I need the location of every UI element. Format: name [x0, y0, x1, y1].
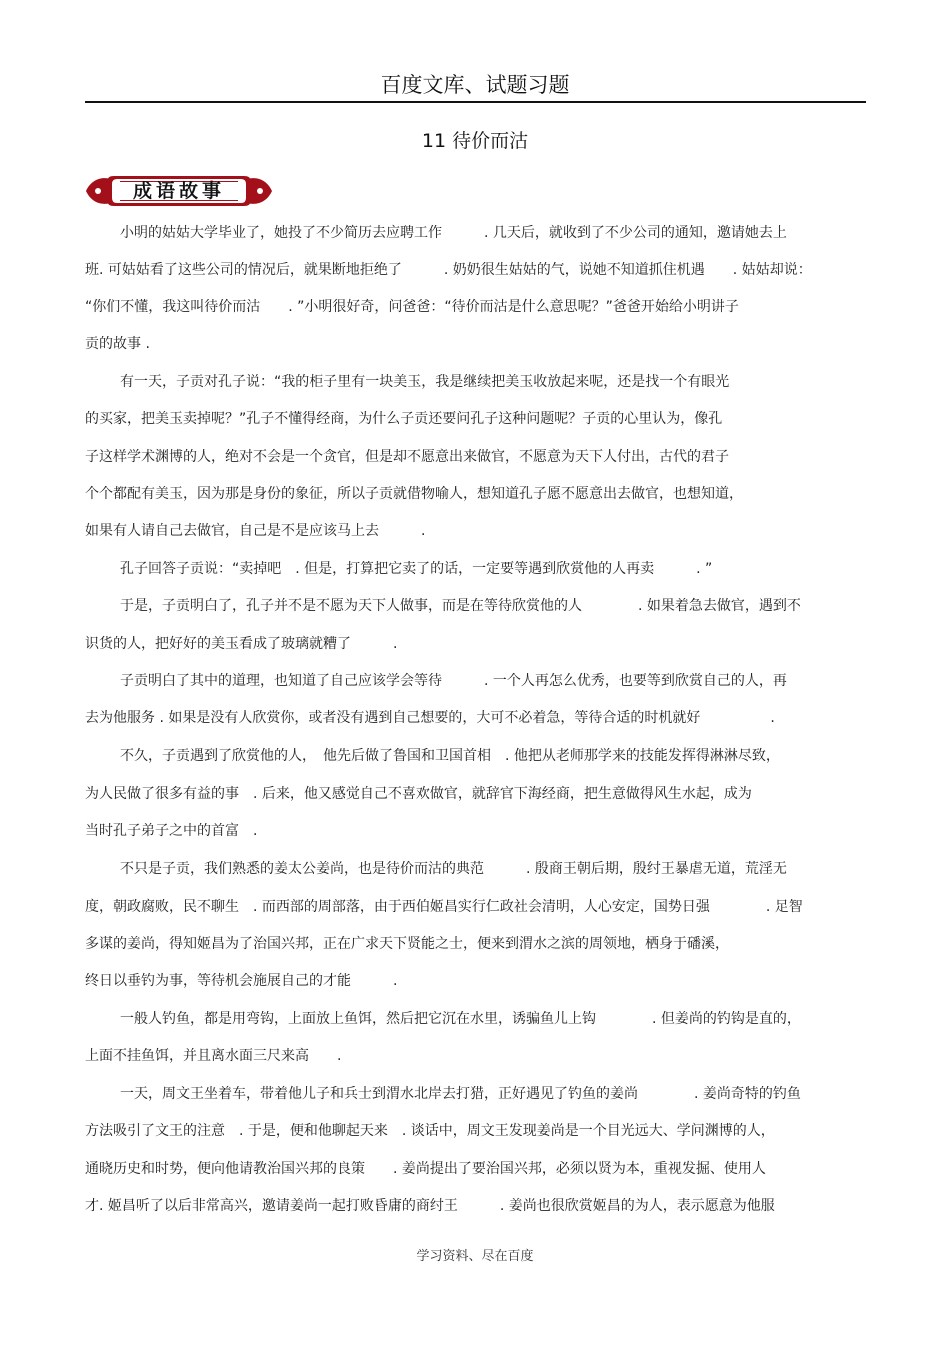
text-line: “你们不懂，我这叫待价而沽 . ”小明很好奇，问爸爸：“待价而沽是什么意思呢？”爸爸开始给小明讲子 [85, 299, 739, 315]
text-line: 识货的人，把好好的美玉看成了玻璃就糟了 . [85, 636, 398, 652]
text-line: 贡的故事 . [85, 336, 150, 352]
text-line: 班. 可姑姑看了这些公司的情况后，就果断地拒绝了 . 奶奶很生姑姑的气，说她不知道抓住机遇 . 姑姑却说： [85, 262, 812, 278]
text-line: 上面不挂鱼饵，并且离水面三尺来高 . [85, 1048, 342, 1064]
text-line: 一般人钓鱼，都是用弯钩，上面放上鱼饵，然后把它沉在水里，诱骗鱼儿上钩 . 但姜尚的钓钩是直的， [120, 1011, 801, 1027]
text-line: 不久，子贡遇到了欣赏他的人， 他先后做了鲁国和卫国首相 . 他把从老师那学来的技能发挥得淋淋尽致， [120, 748, 780, 764]
text-line: 个个都配有美玉，因为那是身份的象征，所以子贡就借物喻人，想知道孔子愿不愿意出去做官，也想知道， [85, 486, 743, 502]
text-line: 有一天，子贡对孔子说：“我的柜子里有一块美玉，我是继续把美玉收放起来呢，还是找一个有眼光 [120, 374, 730, 390]
text-line: 孔子回答子贡说：“卖掉吧 . 但是，打算把它卖了的话，一定要等遇到欣赏他的人再卖 . ” [120, 561, 713, 577]
text-line: 通晓历史和时势，便向他请教治国兴邦的良策 . 姜尚提出了要治国兴邦，必须以贤为本，重视发掘、使用人 [85, 1161, 766, 1177]
page-header: 百度文库、试题习题 [380, 73, 570, 97]
text-line: 不只是子贡，我们熟悉的姜太公姜尚，也是待价而沽的典范 . 殷商王朝后期，殷纣王暴虐无道，荒淫无 [120, 861, 787, 877]
text-line: 小明的姑姑大学毕业了，她投了不少简历去应聘工作 . 几天后，就收到了不少公司的通知，邀请她去上 [120, 225, 787, 241]
text-line: 如果有人请自己去做官，自己是不是应该马上去 . [85, 523, 426, 539]
text-line: 一天，周文王坐着车，带着他儿子和兵士到渭水北岸去打猎，正好遇见了钓鱼的姜尚 . 姜尚奇特的钓鱼 [120, 1086, 801, 1102]
text-line: 子贡明白了其中的道理，也知道了自己应该学会等待 . 一个人再怎么优秀，也要等到欣赏自己的人，再 [120, 673, 787, 689]
text-line: 于是，子贡明白了，孔子并不是不愿为天下人做事，而是在等待欣赏他的人 . 如果着急去做官，遇到不 [120, 598, 801, 614]
text-line: 方法吸引了文王的注意 . 于是，便和他聊起天来 . 谈话中，周文王发现姜尚是一个目光远大、学问渊博的人， [85, 1123, 775, 1139]
text-line: 终日以垂钓为事，等待机会施展自己的才能 . [85, 973, 398, 989]
document-title: 11 待价而沽 [421, 130, 529, 152]
page-footer: 学习资料、尽在百度 [416, 1249, 534, 1264]
text-line: 子这样学术渊博的人，绝对不会是一个贪官，但是却不愿意出来做官，不愿意为天下人付出，古代的君子 [85, 449, 729, 465]
text-line: 的买家，把美玉卖掉呢？”孔子不懂得经商，为什么子贡还要问孔子这种问题呢？子贡的心里认为，像孔 [85, 411, 723, 427]
text-line: 才. 姬昌听了以后非常高兴，邀请姜尚一起打败昏庸的商纣王 . 姜尚也很欣赏姬昌的为人，表示愿意为他服 [85, 1198, 775, 1214]
text-line: 为人民做了很多有益的事 . 后来，他又感觉自己不喜欢做官，就辞官下海经商，把生意做得风生水起，成为 [85, 786, 752, 802]
idiom-story-banner [84, 170, 274, 212]
text-line: 多谋的姜尚，得知姬昌为了治国兴邦，正在广求天下贤能之士，便来到渭水之滨的周领地，栖身于磻溪， [85, 936, 729, 952]
text-line: 去为他服务 . 如果是没有人欣赏你，或者没有遇到自己想要的，大可不必着急，等待合适的时机就好 . [85, 710, 775, 726]
header-rule [85, 101, 866, 103]
text-line: 当时孔子弟子之中的首富 . [85, 823, 258, 839]
banner-label: 成语故事 [132, 180, 225, 202]
text-line: 度，朝政腐败，民不聊生 . 而西部的周部落，由于西伯姬昌实行仁政社会清明，人心安定，国势日强 . 足智 [85, 899, 803, 915]
